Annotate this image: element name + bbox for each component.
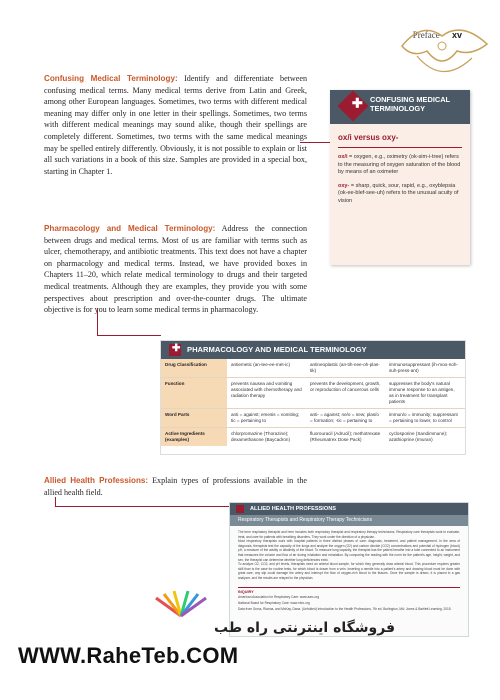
table-row <box>161 359 465 378</box>
plus-icon: ✚ <box>337 90 368 121</box>
table-cell: immunosuppressant (ih-moo-noh-suh-press-ant) <box>389 362 458 373</box>
confusing-terminology-section <box>44 73 307 177</box>
running-head: Preface <box>412 30 440 40</box>
section-body: Address the connection between drugs and medical terms. Most of us are familiar with terms such as ulcer, chemotherapy, and antibiotic treatments. This text does not have a chapter on pharmacology and medical terms. Instead, we have provided boxes in Chapters 11–20, which relate medical terminology to drugs and their targeted medical treatments. Although they are examples, they provide you with some perspectives about prescription and over-the-counter drugs. The ultimate objective is for you to learn some medical terms in pharmacology. <box>44 224 308 315</box>
table-cell: prevents the development, growth, or reproduction of cancerous cells <box>310 381 381 392</box>
section-title: Confusing Medical Terminology: <box>44 74 178 83</box>
page-number: xv <box>451 30 462 40</box>
term-definition: oxy- = sharp, quick, sour, rapid, e.g., oxyblepsia (ok-ee-blef-see-uh) refers to the unusual acuity of vision <box>338 182 459 204</box>
table-cell: anti = against; emesis = vomiting; tic = pertaining to <box>231 412 300 423</box>
divider <box>338 147 462 148</box>
inquiry-link: American Association for Respiratory Care: www.aarc.org <box>238 594 320 599</box>
watermark-url: WWW.RaheTeb.COM <box>18 643 239 668</box>
connector-line <box>300 142 330 143</box>
plus-icon <box>236 505 244 513</box>
row-label: Word Parts <box>161 409 227 427</box>
section-body: Explain types of professions available in the allied health field. <box>44 476 308 497</box>
table-cell: chlorpromazine (Thorazine); dexamethasone (Baycadron) <box>231 431 290 442</box>
paragraph: Most respiratory therapists work with hospital patients in three distinct phases of care: diagnosis, treatment, and patient management. In the area of diagnosis, therapists test the capacity of the lungs and analyze the oxygen (O2) and carbon dioxide (CO2) concentrations and potential of hydrogen (blood) pH, a measure of the acidity or alkalinity of the blood. To measure lung capacity, the therapist has the patient breathe into a tube connected to an instrument that measures the volume and flow of air during inhalation and exhalation. By comparing the reading with the norm for the patient's age, height, weight, and sex, the therapist can determine whether lung deficiencies exist. <box>238 539 460 562</box>
confusing-terminology-box <box>330 90 470 265</box>
table-cell: anti- = against; ne/o = new; plas/o = formation; -tic = pertaining to <box>310 412 379 423</box>
box-heading: ALLIED HEALTH PROFESSIONS <box>230 503 468 515</box>
allied-health-section <box>44 475 307 498</box>
table-heading: ✚ PHARMACOLOGY AND MEDICAL TERMINOLOGY <box>161 341 465 359</box>
row-label: Active Ingredients (examples) <box>161 428 227 446</box>
paragraph: To analyze O2, CO2, and pH levels, therapists need an arterial blood sample, for which they generally draw arterial blood. This procedure requires greater skill than is the case for routine tests, for which blood is drawn from a vein. Inserting a needle into a patient's artery and drawing blood must be done with great care, any slip could damage the artery and interrupt the flow of oxygen-rich blood to the tissues. Once the sample is drawn, it is placed in a gas analyzer, and the results are relayed to the physician. <box>238 562 460 580</box>
pharmacology-table <box>160 340 466 455</box>
box-body <box>230 526 468 585</box>
pharmacology-section <box>44 223 307 316</box>
term-definition: ox/i = oxygen, e.g., oximetry (ok-sim-i-tree) refers to the measuring of oxygen saturation of the blood by means of an oximeter <box>338 154 461 176</box>
section-body: Identify and differentiate between confusing medical terms. Many medical terms derive from Latin and Greek, among other European languages. Sometimes, two terms with different medical meaning may differ only in one letter in their spellings. Sometimes, two terms with different medical meanings may sound alike, though their spellings are completely different. Sometimes, two terms with the same medical meanings may be spelled entirely differently. Obviously, it is not possible to explain or list all such variations in a book of this size. Samples are provided in a special box, starting in Chapter 1. <box>44 74 307 176</box>
box-subtitle: Respiratory Therapists and Respiratory Therapy Technicians <box>230 515 468 526</box>
table-cell: antineoplastic (an-tih-nee-oh-plas-tik) <box>310 362 380 373</box>
inquiry-heading: INQUIRY <box>238 587 460 594</box>
book-logo-icon <box>152 590 210 618</box>
connector-line <box>97 335 161 336</box>
ornament-watermark-icon <box>382 16 500 96</box>
allied-health-box <box>229 502 469 637</box>
watermark-persian: فروشگاه اینترنتی راه طب <box>214 620 396 636</box>
table-cell: immun/o = immunity; suppressant = pertaining to lower, to control <box>389 412 458 423</box>
paragraph: The term respiratory therapist and here includes both respiratory therapist and respiratory therapy technicians. Respiratory care therapists work to evaluate, treat, and care for patients with breathing disorders. They work under the direction of a physician. <box>238 530 460 539</box>
plus-icon: ✚ <box>169 344 181 356</box>
section-title: Allied Health Professions: <box>44 476 149 485</box>
table-row <box>161 378 465 409</box>
source-note: Data from Gross, Rianna, and McKay, Dana. (Unfolded) Introduction to the Health Professions, 7th ed, Burlington, MA: Jones & Bartlett Learning, 2015. <box>238 607 452 612</box>
table-cell: antiemetic (an-tee-ee-met-ic) <box>231 362 290 367</box>
box-heading: ✚ CONFUSING MEDICAL TERMINOLOGY <box>330 90 470 124</box>
inquiry-link: National Board for Respiratory Care: www.nbrc.org <box>238 600 310 605</box>
table-cell: fluorouracil (Adrucil); methotrexate (Rheumatrex Dose Pack) <box>310 431 381 442</box>
connector-line <box>55 506 230 507</box>
table-row <box>161 428 465 446</box>
row-label: Drug Classification <box>161 359 227 377</box>
section-title: Pharmacology and Medical Terminology: <box>44 224 216 233</box>
table-cell: prevents nausea and vomiting associated with chemotherapy and radiation therapy <box>231 381 302 398</box>
row-label: Function <box>161 378 227 408</box>
table-row <box>161 409 465 428</box>
table-cell: cyclosporine (Sandimmune); azathioprine (Imuran) <box>389 431 448 442</box>
table-cell: suppresses the body's natural immune response to an antigen, as in treatment for transplant patients <box>389 381 455 404</box>
box-subheading: ox/i versus oxy- <box>338 133 399 142</box>
connector-line <box>97 308 98 336</box>
